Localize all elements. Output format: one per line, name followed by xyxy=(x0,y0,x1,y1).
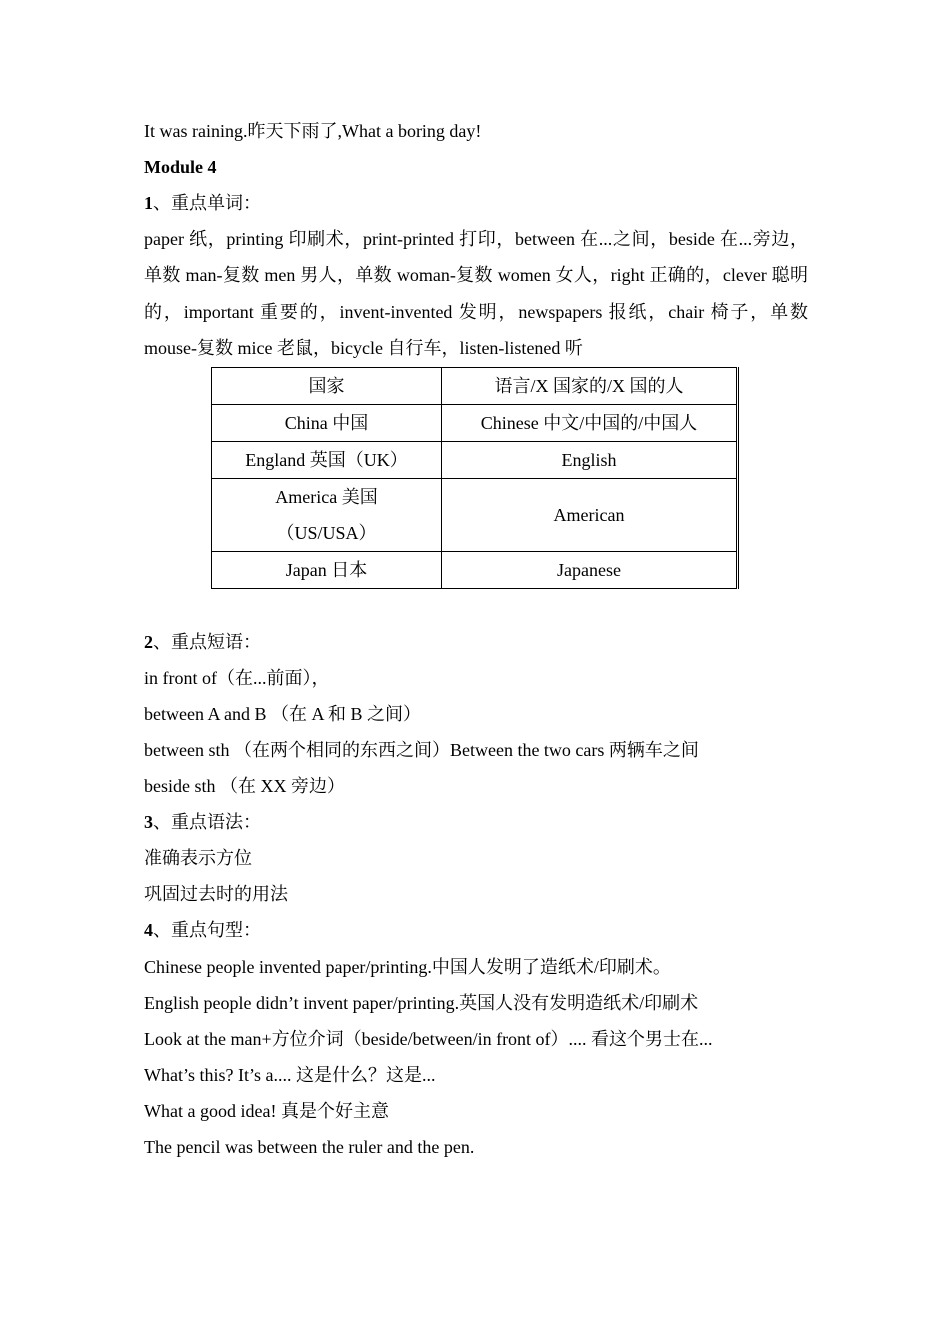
table-cell-language: Chinese 中文/中国的/中国人 xyxy=(442,405,738,442)
table-header-language: 语言/X 国家的/X 国的人 xyxy=(442,368,738,405)
section-title: 、重点短语： xyxy=(153,632,261,652)
section-number: 2 xyxy=(144,632,153,652)
grammar-line: 准确表示方位 xyxy=(144,848,252,868)
table-cell-country: Japan 日本 xyxy=(212,552,442,589)
table-cell-country: England 英国（UK） xyxy=(212,442,442,479)
section-number: 3 xyxy=(144,812,153,832)
sentence-line: Chinese people invented paper/printing.中国人发明了造纸术/印刷术。 xyxy=(144,957,671,977)
section-heading-sentences xyxy=(144,912,808,948)
phrase-line: beside sth （在 XX 旁边） xyxy=(144,776,345,796)
phrase-line: between sth （在两个相同的东西之间）Between the two cars 两辆车之间 xyxy=(144,740,699,760)
section-heading-words xyxy=(144,185,808,221)
country-language-table xyxy=(211,367,739,589)
section-heading-grammar xyxy=(144,804,808,840)
table-header-row xyxy=(212,368,738,405)
section-number: 4 xyxy=(144,920,153,940)
sentence-line: What a good idea! 真是个好主意 xyxy=(144,1101,389,1121)
intro-line: It was raining.昨天下雨了,What a boring day! xyxy=(144,121,482,141)
table-header-country: 国家 xyxy=(212,368,442,405)
table-row xyxy=(212,405,738,442)
module-title: Module 4 xyxy=(144,157,217,177)
section-title: 、重点单词： xyxy=(153,193,261,213)
table-row xyxy=(212,479,738,552)
section-heading-phrases xyxy=(144,624,808,660)
table-cell-country-line: （US/USA） xyxy=(276,523,377,543)
phrase-line: in front of（在...前面）， xyxy=(144,668,330,688)
sentence-line: English people didn’t invent paper/printing.英国人没有发明造纸术/印刷术 xyxy=(144,993,699,1013)
section-title: 、重点句型： xyxy=(153,920,261,940)
section-number: 1 xyxy=(144,193,153,213)
vocabulary-paragraph: paper 纸，printing 印刷术，print-printed 打印，between 在...之间，beside 在...旁边，单数 man-复数 men 男人，单数 woman-复数 women 女人，right 正确的，clever 聪明的，important 重要的，invent-invented 发明，newspapers 报纸，chair 椅子，单数 mouse-复数 mice 老鼠，bicycle 自行车，listen-listened 听 xyxy=(144,229,808,358)
sentence-line: The pencil was between the ruler and the pen. xyxy=(144,1137,475,1157)
section-title: 、重点语法： xyxy=(153,812,261,832)
table-cell-country-line: America 美国 xyxy=(275,487,378,507)
sentence-line: What’s this? It’s a.... 这是什么？这是... xyxy=(144,1065,436,1085)
table-cell-language: English xyxy=(442,442,738,479)
grammar-line: 巩固过去时的用法 xyxy=(144,884,288,904)
table-row xyxy=(212,552,738,589)
sentence-line: Look at the man+方位介词（beside/between/in front of）.... 看这个男士在... xyxy=(144,1029,713,1049)
table-cell-country: China 中国 xyxy=(212,405,442,442)
table-cell-country xyxy=(212,479,442,552)
table-cell-language: American xyxy=(442,479,738,552)
phrase-line: between A and B （在 A 和 B 之间） xyxy=(144,704,421,724)
table-row xyxy=(212,442,738,479)
table-cell-language: Japanese xyxy=(442,552,738,589)
